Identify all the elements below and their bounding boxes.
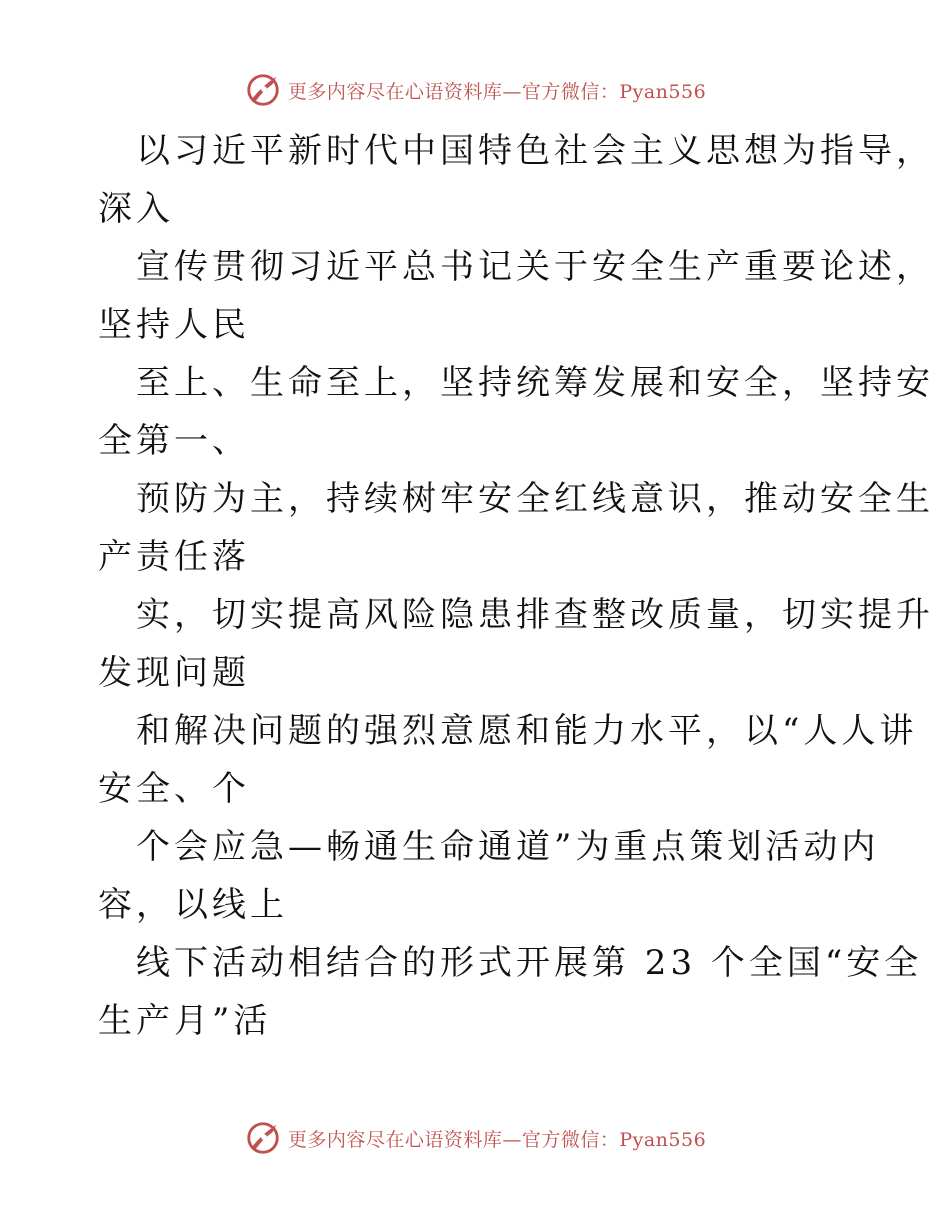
body-line: 至上、生命至上，坚持统筹发展和安全，坚持安 [136, 363, 934, 403]
watermark-dash: — [502, 80, 522, 103]
document-body [98, 122, 934, 1050]
watermark-text [288, 77, 706, 104]
body-line: 以习近平新时代中国特色社会主义思想为指导， [136, 131, 934, 171]
watermark-text [288, 1125, 706, 1152]
body-line: 生产月”活 [98, 1001, 272, 1041]
body-line: 产责任落 [98, 537, 250, 577]
body-line: 和解决问题的强烈意愿和能力水平，以“人人讲 [136, 711, 918, 751]
body-line: 全第一、 [98, 421, 250, 461]
footer-watermark [0, 1118, 950, 1158]
header-watermark [0, 70, 950, 110]
body-line: 安全、个 [98, 769, 250, 809]
pen-logo-icon [244, 71, 282, 109]
body-line: 实，切实提高风险隐患排查整改质量，切实提升 [136, 595, 934, 635]
body-line: 发现问题 [98, 653, 250, 693]
watermark-dash: — [502, 1128, 522, 1151]
watermark-main: 更多内容尽在心语资料库 [287, 1128, 503, 1151]
body-line: 预防为主，持续树牢安全红线意识，推动安全生 [136, 479, 934, 519]
watermark-main: 更多内容尽在心语资料库 [287, 80, 503, 103]
body-line: 深入 [98, 189, 174, 229]
body-line: 坚持人民 [98, 305, 250, 345]
watermark-suffix: 官方微信：Pyan556 [521, 1128, 707, 1151]
body-line: 容，以线上 [98, 885, 288, 925]
watermark-suffix: 官方微信：Pyan556 [521, 80, 707, 103]
pen-logo-icon [244, 1119, 282, 1157]
body-line: 宣传贯彻习近平总书记关于安全生产重要论述， [136, 247, 934, 287]
body-line: 线下活动相结合的形式开展第 23 个全国“安全 [136, 943, 923, 983]
body-line: 个会应急—畅通生命通道”为重点策划活动内 [136, 827, 880, 867]
